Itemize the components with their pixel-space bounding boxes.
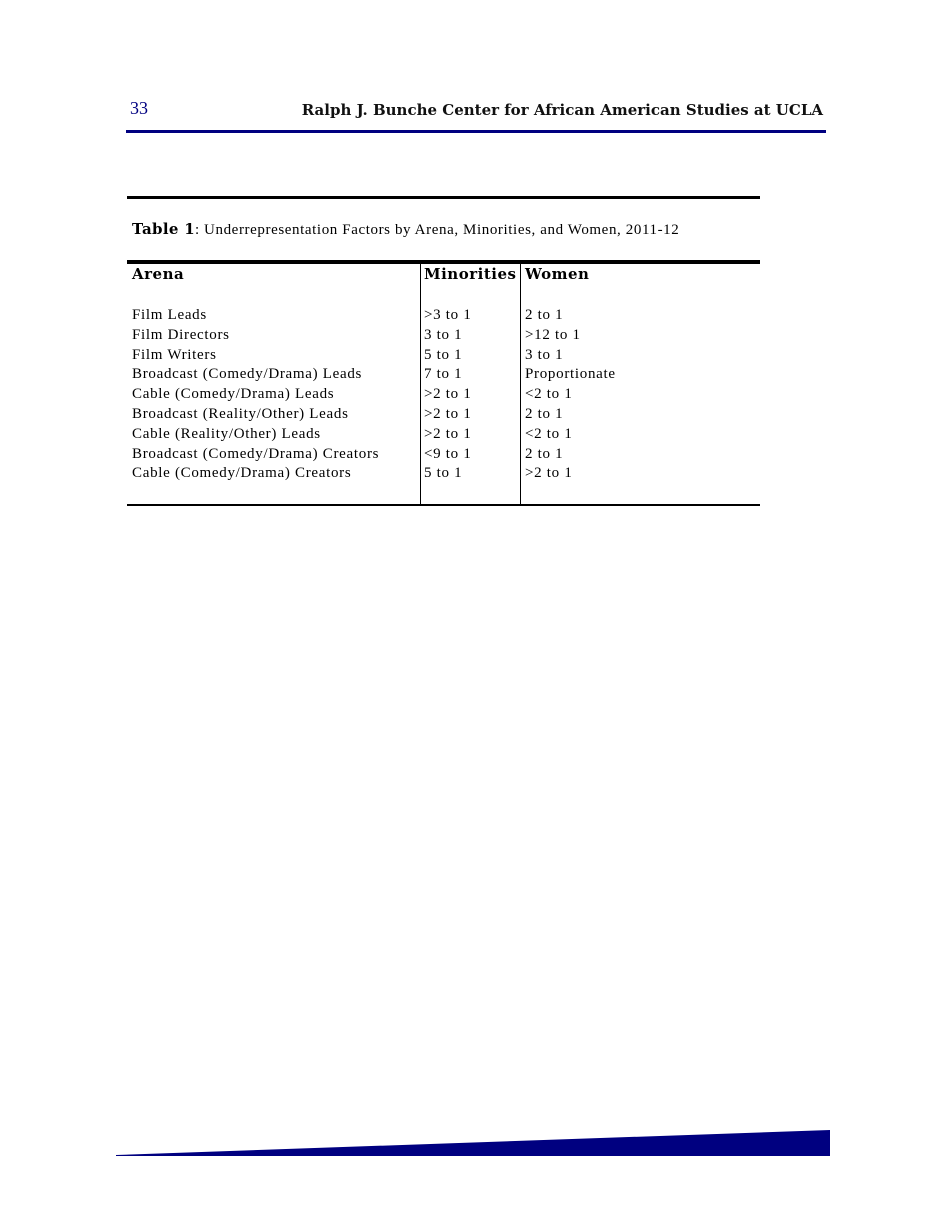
table-row	[127, 326, 760, 346]
cell-women: 3 to 1	[521, 346, 761, 366]
cell-arena: Cable (Reality/Other) Leads	[132, 425, 321, 442]
cell-arena: Film Directors	[132, 326, 230, 343]
cell-minorities: >2 to 1	[421, 425, 521, 445]
running-header-title: Ralph J. Bunche Center for African American Studies at UCLA	[301, 101, 823, 119]
cell-minorities: 3 to 1	[421, 326, 521, 346]
cell-minorities: 7 to 1	[421, 365, 521, 385]
table-row	[127, 425, 760, 445]
table-caption-text: : Underrepresentation Factors by Arena, Minorities, and Women, 2011-12	[194, 222, 680, 238]
table-row	[127, 385, 760, 405]
footer-band-wedge	[116, 1130, 830, 1157]
table-row	[127, 306, 760, 326]
cell-arena: Cable (Comedy/Drama) Creators	[132, 465, 352, 482]
cell-minorities: >2 to 1	[421, 385, 521, 405]
cell-minorities: >2 to 1	[421, 405, 521, 425]
cell-women: <2 to 1	[521, 385, 761, 405]
cell-women: <2 to 1	[521, 425, 761, 445]
table-caption-label: Table 1	[132, 220, 195, 238]
cell-minorities: <9 to 1	[421, 445, 521, 465]
column-header-minorities: Minorities	[421, 262, 521, 287]
cell-women: 2 to 1	[521, 445, 761, 465]
cell-arena: Broadcast (Comedy/Drama) Creators	[132, 445, 380, 462]
table-block	[127, 196, 760, 506]
table-row	[127, 464, 760, 484]
table-header-row	[127, 262, 760, 287]
spacer-row	[127, 484, 760, 505]
cell-arena: Film Writers	[132, 346, 217, 363]
table-row	[127, 365, 760, 385]
cell-arena: Broadcast (Comedy/Drama) Leads	[132, 366, 363, 383]
cell-women: 2 to 1	[521, 306, 761, 326]
cell-women: >12 to 1	[521, 326, 761, 346]
cell-minorities: 5 to 1	[421, 346, 521, 366]
column-header-women: Women	[521, 262, 761, 287]
table-row	[127, 405, 760, 425]
cell-women: Proportionate	[521, 365, 761, 385]
column-header-arena: Arena	[132, 265, 185, 283]
table-row	[127, 445, 760, 465]
data-table	[127, 260, 760, 506]
cell-women: 2 to 1	[521, 405, 761, 425]
header-rule	[126, 130, 826, 133]
footer-band-cutout	[116, 1156, 830, 1157]
cell-arena: Cable (Comedy/Drama) Leads	[132, 386, 335, 403]
page-number: 33	[130, 98, 148, 118]
table-top-rule	[127, 196, 760, 199]
table-caption	[127, 219, 760, 240]
footer-decorative-band	[116, 1130, 830, 1157]
cell-arena: Film Leads	[132, 307, 207, 323]
cell-arena: Broadcast (Reality/Other) Leads	[132, 405, 349, 422]
cell-minorities: >3 to 1	[421, 306, 521, 326]
table-body	[127, 287, 760, 505]
cell-women: >2 to 1	[521, 464, 761, 484]
spacer-row	[127, 287, 760, 306]
cell-minorities: 5 to 1	[421, 464, 521, 484]
table-row	[127, 346, 760, 366]
